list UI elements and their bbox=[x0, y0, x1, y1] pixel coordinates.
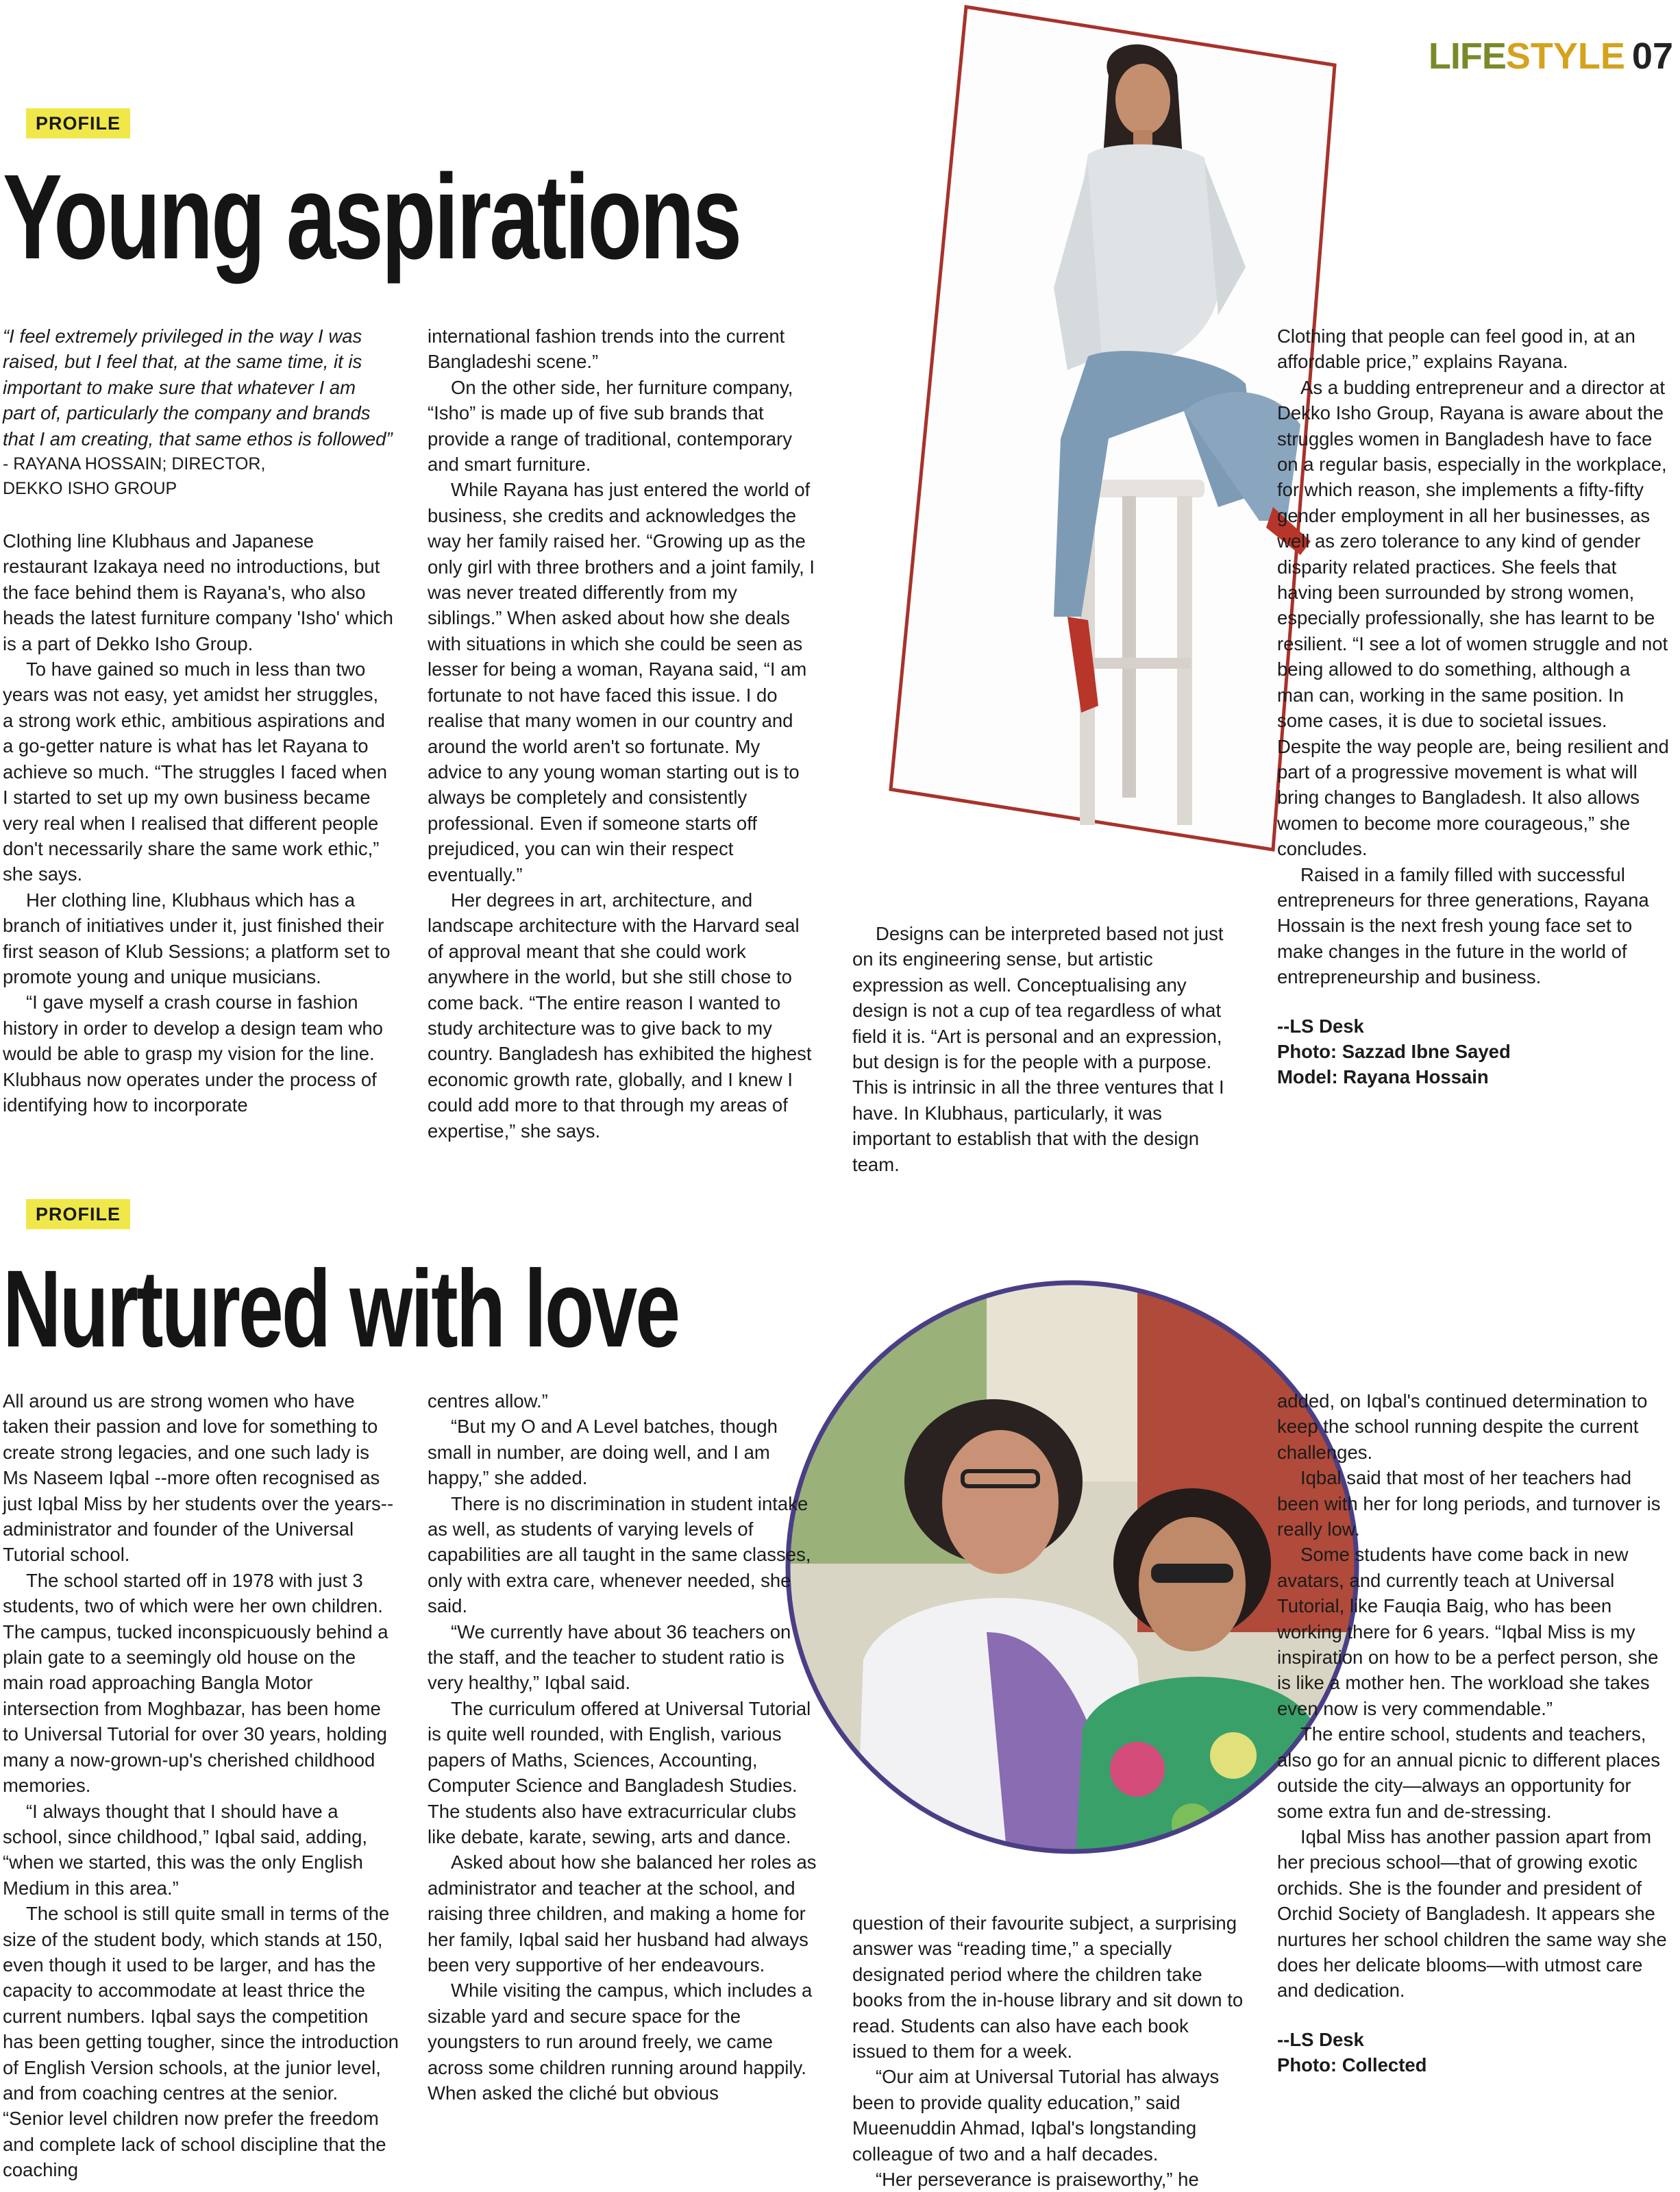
masthead-life: LIFE bbox=[1428, 36, 1506, 77]
paragraph: The school started off in 1978 with just 3 students, two of which were her own children. The campus, tucked inconspicuously behind a plain gate to a seemingly old house on the main road approaching Bangla Motor intersection from Moghbazar, has been home to Universal Tutorial for over 30 years, holding many a now-grown-up's cherished childhood memories. bbox=[3, 1569, 388, 1797]
paragraph: question of their favourite subject, a surprising answer was “reading time,” a specially designated period where the children take books from the in-house library and sit down to read. Students can also have each book issued to them for a week. bbox=[852, 1912, 1244, 2062]
article1-column-2 bbox=[428, 323, 817, 1153]
paragraph: Her clothing line, Klubhaus which has a branch of initiatives under it, just finished their first season of Klub Sessions; a platform set to promote young and unique musicians. bbox=[3, 889, 391, 987]
paragraph: “Her perseverance is praiseworthy,” he bbox=[876, 2169, 1199, 2191]
credit-photo: Photo: Collected bbox=[1277, 2054, 1427, 2076]
paragraph: Clothing that people can feel good in, at an affordable price,” explains Rayana. bbox=[1277, 325, 1635, 373]
pull-quote-source-line-2: DEKKO ISHO GROUP bbox=[3, 479, 177, 499]
section-tag: PROFILE bbox=[26, 108, 130, 138]
model-photo bbox=[862, 0, 1335, 850]
portrait-photo bbox=[781, 1276, 1363, 1858]
pull-quote-source-line-1: - RAYANA HOSSAIN; DIRECTOR, bbox=[3, 454, 266, 474]
credit-model: Model: Rayana Hossain bbox=[1277, 1066, 1489, 1088]
credit-desk: --LS Desk bbox=[1277, 2028, 1364, 2050]
paragraph: To have gained so much in less than two years was not easy, yet amidst her struggles, a strong work ethic, ambitious aspirations and a go-getter nature is what has let Rayana to achieve so much. “The struggles I faced when I started to set up my own business became very real when I realised that different people don't necessarily share the same work ethic,” she says. bbox=[3, 658, 387, 885]
page-number: 07 bbox=[1631, 36, 1673, 77]
headline: Nurtured with love bbox=[3, 1247, 679, 1370]
credit-photo: Photo: Sazzad Ibne Sayed bbox=[1277, 1040, 1511, 1062]
article2-column-1 bbox=[3, 1388, 399, 2190]
paragraph: All around us are strong women who have taken their passion and love for something to create strong legacies, and one such lady is Ms Naseem Iqbal --more often recognised as just Iqbal Miss by her students over the years-- administrator and founder of the Universal Tutorial school. bbox=[3, 1390, 394, 1566]
paragraph: Iqbal Miss has another passion apart from her precious school—that of growing exotic orchids. She is the founder and president of Orchid Society of Bangladesh. It appears she nurtures her school children the same way she does her delicate blooms—with utmost care and dedication. bbox=[1277, 1825, 1667, 2002]
article1-column-4 bbox=[1277, 323, 1669, 1154]
pull-quote: “I feel extremely privileged in the way I was raised, but I feel that, at the same time, it is important to make sure that whatever I am part of, particularly the company and brands that I am creating, that same ethos is followed” bbox=[3, 325, 393, 450]
portrait-photo-circle bbox=[781, 1276, 1363, 1858]
paragraph: Raised in a family filled with successful entrepreneurs for three generations, Rayana Hossain is the next fresh young face set to make changes in the future in the world of entrepreneurship and business. bbox=[1277, 863, 1649, 988]
article1-column-1 bbox=[3, 323, 393, 1153]
paragraph: Clothing line Klubhaus and Japanese restaurant Izakaya need no introductions, but the face behind them is Rayana's, who also heads the latest furniture company 'Isho' which is a part of Dekko Isho Group. bbox=[3, 530, 393, 654]
paragraph: There is no discrimination in student intake as well, as students of varying levels of capabilities are all taught in the same classes, only with extra care, whenever needed, she said. bbox=[428, 1492, 811, 1617]
paragraph: While visiting the campus, which includes a sizable yard and secure space for the youngsters to run around freely, we came across some children running around happily. When asked the cliché but obvious bbox=[428, 1980, 813, 2104]
paragraph: “I gave myself a crash course in fashion history in order to develop a design team who would be able to grasp my vision for the line. Klubhaus now operates under the process of identifying how to incorporate bbox=[3, 992, 383, 1116]
model-photo-frame bbox=[862, 0, 1335, 850]
article1-column-3 bbox=[852, 921, 1242, 1175]
paragraph: While Rayana has just entered the world of business, she credits and acknowledges the way her family raised her. “Growing up as the only girl with three brothers and a joint family, I was never treated differently from my siblings.” When asked about how she deals with situations in which she could be seen as lesser for being a woman, Rayana said, “I am fortunate to not have faced this issue. I do realise that many women in our country and around the world aren't so fortunate. My advice to any young woman starting out is to always be completely and consistently professional. Even if someone starts off prejudiced, you can win their respect eventually.” bbox=[428, 479, 815, 885]
article2-column-3 bbox=[852, 1910, 1244, 2190]
paragraph: international fashion trends into the current Bangladeshi scene.” bbox=[428, 325, 785, 373]
paragraph: The curriculum offered at Universal Tutorial is quite well rounded, with English, various papers of Maths, Sciences, Accounting, Computer Science and Bangladesh Studies. The students also have extracurricular clubs like debate, karate, sewing, arts and dance. bbox=[428, 1697, 811, 1847]
paragraph: Designs can be interpreted based not just on its engineering sense, but artistic expression as well. Conceptualising any design is not a cup of tea regardless of what field it is. “Art is personal and an expression, but design is for the people with a purpose. This is intrinsic in all the three ventures that I have. In Klubhaus, particularly, it was important to establish that with the design team. bbox=[852, 923, 1224, 1175]
paragraph: “We currently have about 36 teachers on the staff, and the teacher to student ratio is very healthy,” Iqbal said. bbox=[428, 1621, 791, 1694]
masthead-style: STYLE bbox=[1505, 36, 1625, 77]
paragraph: added, on Iqbal's continued determination to keep the school running despite the current challenges. bbox=[1277, 1390, 1648, 1463]
paragraph: On the other side, her furniture company, “Isho” is made up of five sub brands that provide a range of traditional, contemporary and smart furniture. bbox=[428, 376, 793, 476]
paragraph: “But my O and A Level batches, though small in number, are doing well, and I am happy,” she added. bbox=[428, 1416, 778, 1489]
paragraph: “Our aim at Universal Tutorial has always been to provide quality education,” said Mueenuddin Ahmad, Iqbal's longstanding colleague of two and a half decades. bbox=[852, 2066, 1220, 2165]
article2-column-4 bbox=[1277, 1388, 1670, 2190]
paragraph: Asked about how she balanced her roles as administrator and teacher at the school, and raising three children, and making a home for her family, Iqbal said her husband had always been very supportive of her endeavours. bbox=[428, 1851, 817, 1975]
paragraph: Iqbal said that most of her teachers had been with her for long periods, and turnover is really low. bbox=[1277, 1467, 1661, 1540]
paragraph: “I always thought that I should have a school, since childhood,” Iqbal said, adding, “when we started, this was the only English Medium in this area.” bbox=[3, 1800, 368, 1899]
paragraph: Her degrees in art, architecture, and landscape architecture with the Harvard seal of approval meant that she could work anywhere in the world, but she still chose to come back. “The entire reason I wanted to study architecture was to give back to my country. Bangladesh has exhibited the highest economic growth rate, globally, and I knew I could add more to that through my areas of expertise,” she says. bbox=[428, 889, 812, 1142]
paragraph: The entire school, students and teachers, also go for an annual picnic to different places outside the city—always an opportunity for some extra fun and de-stressing. bbox=[1277, 1723, 1661, 1822]
paragraph: Some students have come back in new avatars, and currently teach at Universal Tutorial, like Fauqia Baig, who has been working there for 6 years. “Iqbal Miss is my inspiration on how to be a perfect person, she is like a mother hen. The workload she takes even now is very commendable.” bbox=[1277, 1544, 1659, 1719]
headline: Young aspirations bbox=[3, 150, 741, 284]
paragraph: The school is still quite small in terms of the size of the student body, which stands at 150, even though it used to be larger, and has the capacity to accommodate at least thrice the current numbers. Iqbal says the competition has been getting tougher, since the introduction of English Version schools, at the junior level, and from coaching centres at the senior. “Senior level children now prefer the freedom and complete lack of school discipline that the coaching bbox=[3, 1903, 399, 2181]
credit-desk: --LS Desk bbox=[1277, 1015, 1364, 1037]
masthead bbox=[1429, 36, 1673, 77]
paragraph: As a budding entrepreneur and a director at Dekko Isho Group, Rayana is aware about the struggles women in Bangladesh have to face on a regular basis, especially in the workplace, for which reason, she implements a fifty-fifty gender employment in all her businesses, as well as zero tolerance to any kind of gender disparity related practices. She feels that having been surrounded by strong women, especially professionally, she has learnt to be resilient. “I see a lot of women struggle and not being allowed to do something, although a man can, working in the same position. In some cases, it is due to societal issues. Despite the way people are, being resilient and part of a progressive movement is what will bring changes to Bangladesh. It also allows women to become more courageous,” she concludes. bbox=[1277, 376, 1669, 860]
paragraph: centres allow.” bbox=[428, 1390, 548, 1412]
article2-column-2 bbox=[428, 1388, 818, 2190]
section-tag: PROFILE bbox=[26, 1199, 130, 1229]
